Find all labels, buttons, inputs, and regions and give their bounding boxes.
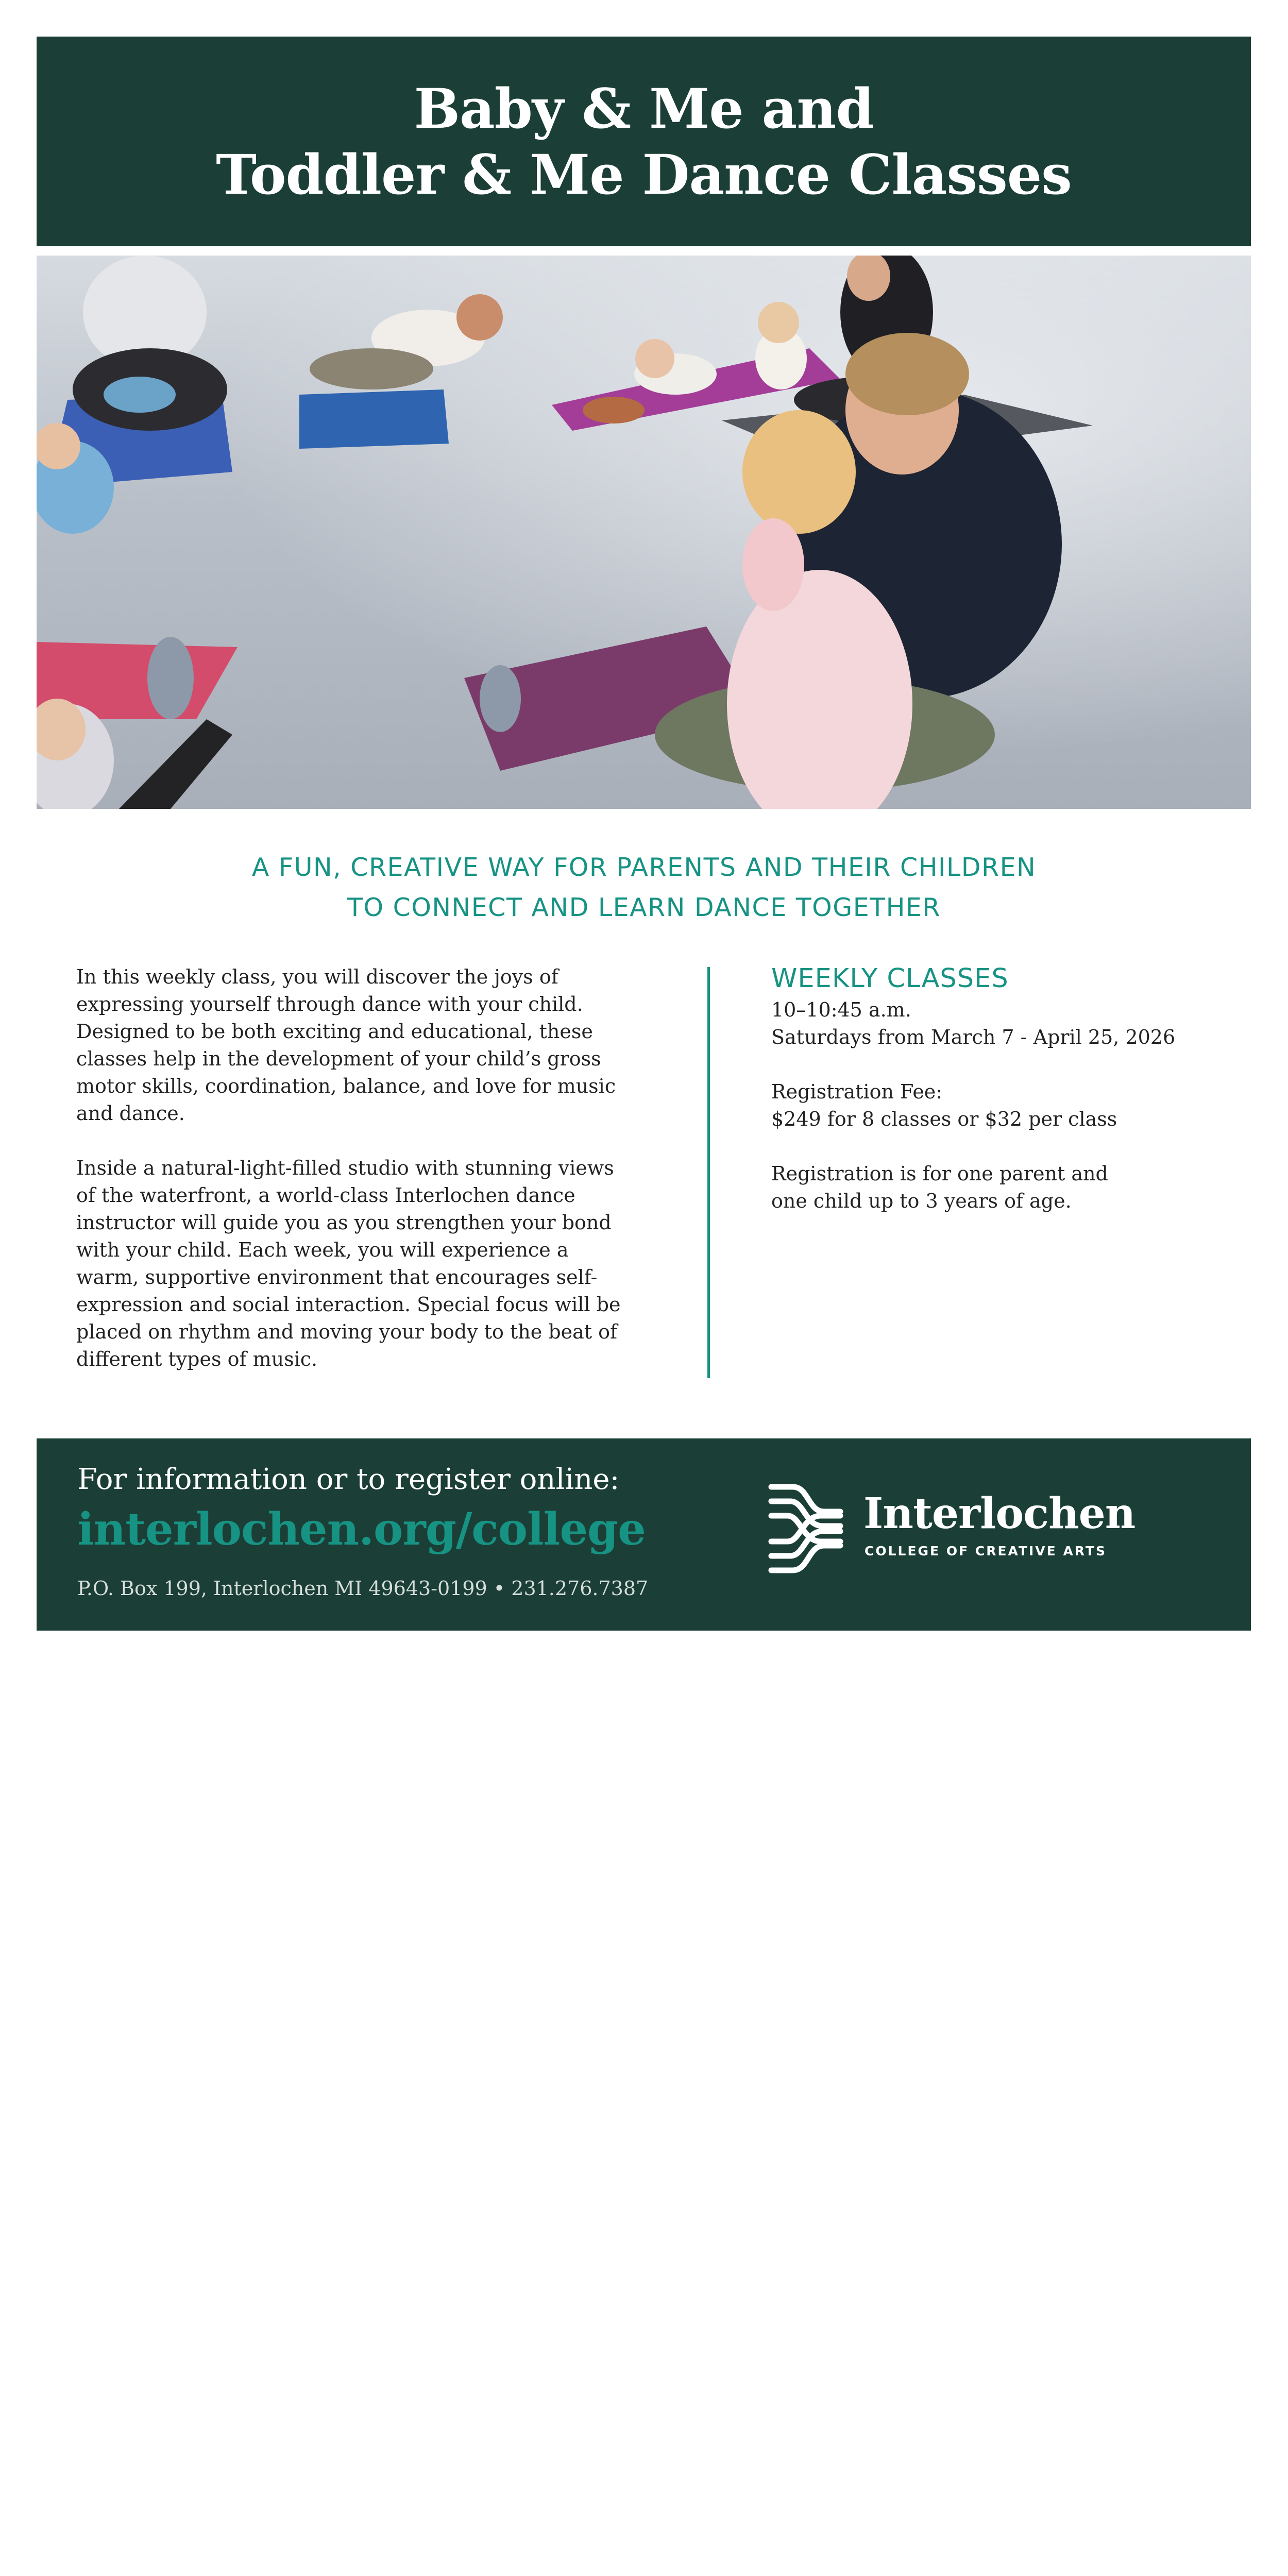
logo-subtitle: COLLEGE OF CREATIVE ARTS xyxy=(865,1544,1107,1558)
description-line: classes help in the development of your child’s gross xyxy=(76,1047,601,1070)
description-line: of the waterfront, a world-class Interlochen dance xyxy=(76,1184,575,1207)
eligibility-line-1: Registration is for one parent and xyxy=(771,1162,1108,1185)
description-line: warm, supportive environment that encourages self- xyxy=(76,1266,598,1289)
paragraph-gap xyxy=(76,1127,633,1155)
footer-banner xyxy=(37,1438,1251,1631)
description-line: different types of music. xyxy=(76,1348,318,1370)
description-line: placed on rhythm and moving your body to the beat of xyxy=(76,1320,618,1343)
class-dates: Saturdays from March 7 - April 25, 2026 xyxy=(771,1026,1176,1048)
logo-wordmark: Interlochen xyxy=(863,1489,1136,1538)
class-description xyxy=(76,963,633,1373)
description-line: In this weekly class, you will discover the joys of xyxy=(76,965,558,988)
description-line: with your child. Each week, you will experience a xyxy=(76,1239,569,1261)
description-line: motor skills, coordination, balance, and love for music xyxy=(76,1075,616,1097)
schedule-gap xyxy=(771,1133,1235,1160)
fee-value: $249 for 8 classes or $32 per class xyxy=(771,1108,1117,1130)
tagline-line-1: A FUN, CREATIVE WAY FOR PARENTS AND THEIR CHILDREN xyxy=(251,853,1037,882)
description-line: expressing yourself through dance with your child. xyxy=(76,993,583,1015)
contact-address: P.O. Box 199, Interlochen MI 49643-0199 • 231.276.7387 xyxy=(77,1577,649,1600)
footer-lead-text: For information or to register online: xyxy=(77,1463,620,1496)
schedule-heading: WEEKLY CLASSES xyxy=(771,963,1009,994)
registration-link[interactable]: interlochen.org/college xyxy=(77,1503,646,1555)
eligibility-line-2: one child up to 3 years of age. xyxy=(771,1190,1072,1212)
header-banner xyxy=(37,37,1251,246)
schedule-panel xyxy=(771,961,1235,1215)
tagline-line-2: TO CONNECT AND LEARN DANCE TOGETHER xyxy=(347,893,941,922)
title-line-2: Toddler & Me Dance Classes xyxy=(216,142,1072,207)
description-line: and dance. xyxy=(76,1102,185,1125)
schedule-gap xyxy=(771,1051,1235,1078)
interlochen-logo-icon xyxy=(767,1481,844,1577)
description-line: instructor will guide you as you strengthen your bond xyxy=(76,1211,612,1234)
column-divider xyxy=(707,967,710,1378)
class-time: 10–10:45 a.m. xyxy=(771,998,911,1021)
description-line: Designed to be both exciting and educational, these xyxy=(76,1020,593,1043)
fee-label: Registration Fee: xyxy=(771,1080,943,1103)
description-line: Inside a natural-light-filled studio with stunning views xyxy=(76,1157,614,1179)
title-line-1: Baby & Me and xyxy=(414,76,874,141)
description-line: expression and social interaction. Special focus will be xyxy=(76,1293,621,1316)
class-photo xyxy=(37,256,1251,809)
